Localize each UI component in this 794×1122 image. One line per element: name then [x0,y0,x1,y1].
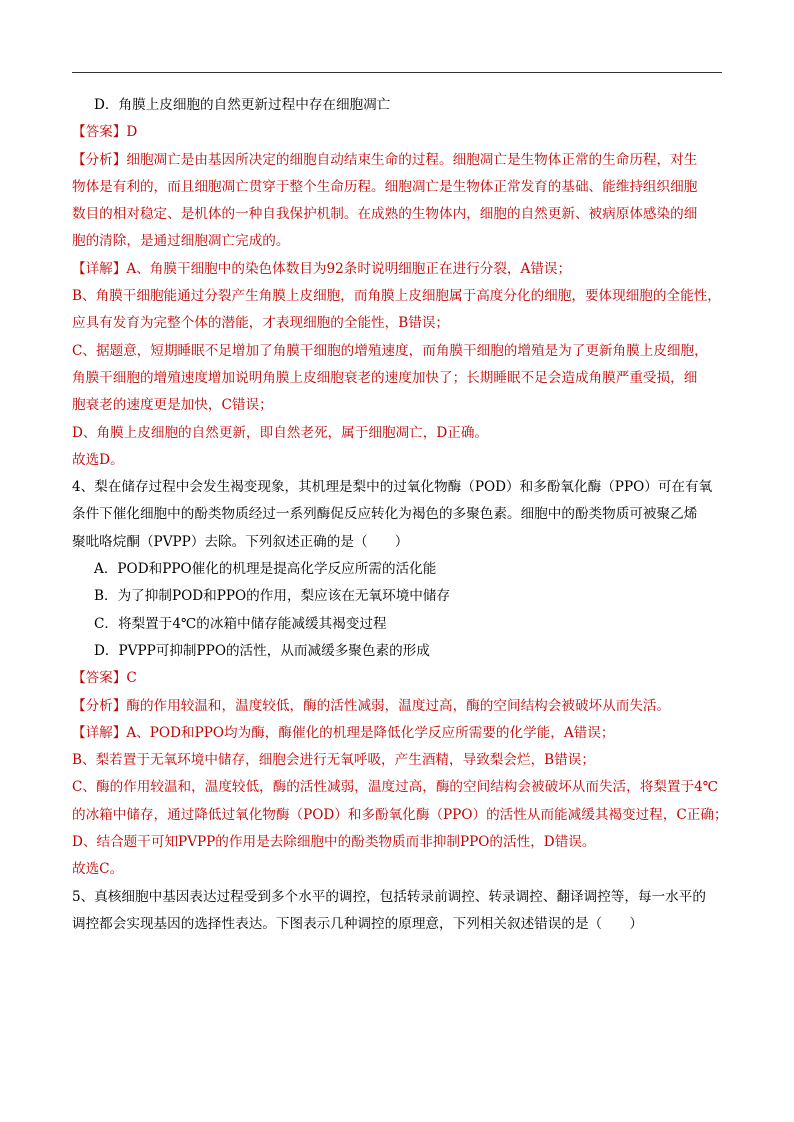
q3-detail-line-4: C、据题意，短期睡眠不足增加了角膜干细胞的增殖速度，而角膜干细胞的增殖是为了更新角膜上皮细胞， [72,342,708,359]
q4-option-c: C．将梨置于4℃的冰箱中储存能减缓其褐变过程 [94,615,387,632]
q4-detail-line-5: D、结合题干可知PVPP的作用是去除细胞中的酚类物质而非抑制PPO的活性，D错误。 [72,834,596,851]
detail-tag: 【详解】 [72,260,127,277]
answer-tag: 【答案】 [72,670,127,687]
answer-value: C [126,670,137,687]
q4-detail-line-1: 【详解】A、POD和PPO均为酶，酶催化的机理是降低化学反应所需要的化学能，A错误； [72,724,615,741]
document-body [72,92,728,938]
header-rule [72,72,722,73]
q5-stem-line-2: 调控都会实现基因的选择性表达。下图表示几种调控的原理意，下列相关叙述错误的是（ ） [72,915,643,932]
q3-detail-line-3: 应具有发育为完整个体的潜能，才表现细胞的全能性，B错误； [72,315,450,332]
q4-stem-line-3: 聚吡咯烷酮（PVPP）去除。下列叙述正确的是（ ） [72,533,409,550]
q3-analysis-line-3: 数目的相对稳定、是机体的一种自我保护机制。在成熟的生物体内，细胞的自然更新、被病原体感染的细 [72,206,698,223]
q3-analysis-line-1: 【分析】细胞凋亡是由基因所决定的细胞自动结束生命的过程。细胞凋亡是生物体正常的生命历程，对生 [72,151,698,168]
q3-detail-line-1: 【详解】A、角膜干细胞中的染色体数目为92条时说明细胞正在进行分裂，A错误； [72,260,572,277]
q3-conclusion: 故选D。 [72,451,124,468]
q3-detail-line-5: 角膜干细胞的增殖速度增加说明角膜上皮细胞衰老的速度加快了；长期睡眠不足会造成角膜严重受损，细 [72,369,698,386]
answer-tag: 【答案】 [72,124,127,141]
q4-detail-line-4: 的冰箱中储存，通过降低过氧化物酶（POD）和多酚氧化酶（PPO）的活性从而能减缓其褐变过程，C正确； [72,806,728,823]
q4-option-d: D．PVPP可抑制PPO的活性，从而减缓多聚色素的形成 [94,642,430,659]
q3-analysis-line-2: 物体是有利的，而且细胞凋亡贯穿于整个生命历程。细胞凋亡是生物体正常发育的基础、能维持组织细胞 [72,178,698,195]
q4-detail-line-3: C、酶的作用较温和，温度较低，酶的活性减弱，温度过高，酶的空间结构会被破坏从而失活，将梨置于4℃ [72,779,718,796]
q4-detail-line-2: B、梨若置于无氧环境中储存，细胞会进行无氧呼吸，产生酒精，导致梨会烂，B错误； [72,752,595,769]
q4-option-b: B．为了抑制POD和PPO的作用，梨应该在无氧环境中储存 [94,588,451,605]
q4-stem-line-2: 条件下催化细胞中的酚类物质经过一系列酶促反应转化为褐色的多聚色素。细胞中的酚类物质可被聚乙烯 [72,506,698,523]
q4-stem-line-1: 4、梨在储存过程中会发生褐变现象，其机理是梨中的过氧化物酶（POD）和多酚氧化酶（PPO）可在有氧 [72,479,713,496]
q3-answer [72,119,722,146]
q4-analysis-line-1: 【分析】酶的作用较温和，温度较低，酶的活性减弱，温度过高，酶的空间结构会被破坏从而失活。 [72,697,671,714]
q4-option-a: A．POD和PPO催化的机理是提高化学反应所需的活化能 [94,561,437,578]
analysis-tag: 【分析】 [72,697,127,714]
q4-answer [72,665,722,692]
q3-detail-line-2: B、角膜干细胞能通过分裂产生角膜上皮细胞，而角膜上皮细胞属于高度分化的细胞，要体现细胞的全能性， [72,288,721,305]
q3-analysis-line-4: 胞的清除，是通过细胞凋亡完成的。 [72,233,290,250]
answer-value: D [126,124,138,141]
q5-stem-line-1: 5、真核细胞中基因表达过程受到多个水平的调控，包括转录前调控、转录调控、翻译调控等，每一水平的 [72,888,706,905]
q3-detail-line-7: D、角膜上皮细胞的自然更新，即自然老死，属于细胞凋亡，D正确。 [72,424,489,441]
detail-tag: 【详解】 [72,724,127,741]
analysis-tag: 【分析】 [72,151,127,168]
q3-detail-line-6: 胞衰老的速度更是加快，C错误； [72,397,273,414]
option-d-previous: D．角膜上皮细胞的自然更新过程中存在细胞凋亡 [94,97,391,113]
q4-conclusion: 故选C。 [72,861,124,878]
